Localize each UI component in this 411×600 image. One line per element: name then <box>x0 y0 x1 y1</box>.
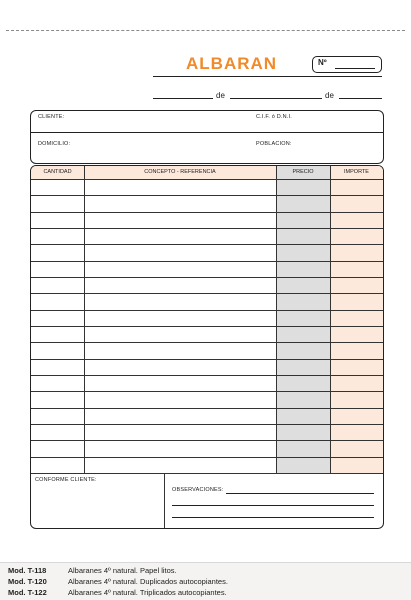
observaciones-label: OBSERVACIONES: <box>172 487 224 493</box>
observations-vline <box>164 473 165 528</box>
poblacion-label: POBLACION: <box>256 141 292 147</box>
client-divider <box>31 132 383 133</box>
cliente-label: CLIENTE: <box>38 114 65 120</box>
model-line-1 <box>8 566 177 575</box>
observaciones-line-2[interactable] <box>172 505 374 506</box>
cif-label: C.I.F. ó D.N.I. <box>256 114 293 120</box>
date-day-line[interactable] <box>153 98 213 99</box>
conforme-label: CONFORME CLIENTE: <box>35 477 97 483</box>
model-code: Mod. T-118 <box>8 566 47 575</box>
table-column-line <box>84 166 85 473</box>
client-details-box <box>30 110 384 164</box>
date-de-2: de <box>325 91 334 100</box>
header-concepto: CONCEPTO - REFERENCIA <box>144 169 216 175</box>
date-month-line[interactable] <box>230 98 322 99</box>
model-code: Mod. T-120 <box>8 577 47 586</box>
model-desc: Albaranes 4º natural. Duplicados autocopiantes. <box>68 577 228 586</box>
model-line-3 <box>8 588 227 597</box>
items-table <box>30 165 384 529</box>
document-title: ALBARAN <box>186 54 278 73</box>
date-year-line[interactable] <box>339 98 382 99</box>
model-desc: Albaranes 4º natural. Papel litos. <box>68 566 177 575</box>
number-label: Nº <box>318 58 327 67</box>
title-underline <box>153 76 382 77</box>
number-line <box>335 68 375 69</box>
observaciones-line-1[interactable] <box>226 493 374 494</box>
perforation-line <box>6 30 405 31</box>
number-field[interactable] <box>312 56 382 73</box>
model-code: Mod. T-122 <box>8 588 47 597</box>
observaciones-line-3[interactable] <box>172 517 374 518</box>
model-desc: Albaranes 4º natural. Triplicados autocopiantes. <box>68 588 227 597</box>
table-column-line <box>330 166 331 473</box>
header-cantidad: CANTIDAD <box>43 169 72 175</box>
date-de-1: de <box>216 91 225 100</box>
domicilio-label: DOMICILIO: <box>38 141 71 147</box>
header-precio: PRECIO <box>292 169 314 175</box>
header-importe: IMPORTE <box>344 169 369 175</box>
model-line-2 <box>8 577 228 586</box>
table-column-line <box>276 166 277 473</box>
observations-divider <box>31 473 383 474</box>
